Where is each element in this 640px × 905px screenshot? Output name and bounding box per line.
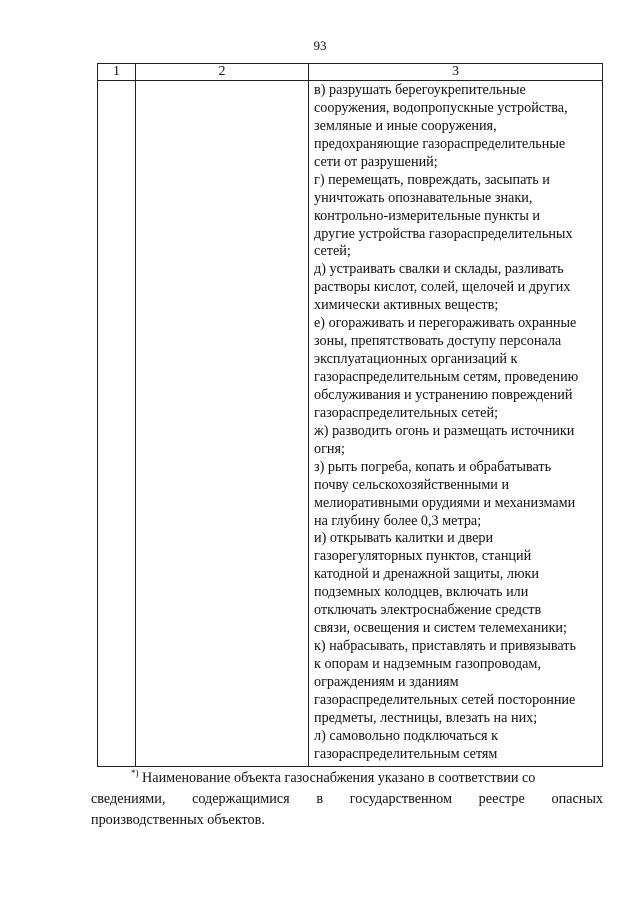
prohibitions-text: [309, 81, 602, 766]
footnote: [91, 763, 603, 831]
text-line: ограждениям и зданиям: [314, 673, 459, 690]
text-line: и) открывать калитки и двери: [314, 530, 494, 547]
text-line: газорегуляторных пунктов, станций: [314, 548, 532, 565]
table-row: [98, 81, 603, 767]
column-header-2: 2: [136, 64, 309, 81]
column-header-3: 3: [309, 64, 603, 81]
text-line: г) перемещать, повреждать, засыпать и: [314, 171, 550, 188]
text-line: сооружения, водопропускные устройства,: [314, 99, 568, 116]
text-line: ж) разводить огонь и размещать источники: [314, 422, 575, 439]
text-line: подземных колодцев, включать или: [314, 584, 529, 601]
footnote-line-2: [91, 789, 603, 810]
text-line: д) устраивать свалки и склады, разливать: [314, 261, 564, 278]
text-line: катодной и дренажной защиты, люки: [314, 566, 540, 583]
footnote-word: сведениями,: [91, 791, 166, 807]
requirements-table: [97, 63, 603, 767]
column-header-1: 1: [98, 64, 136, 81]
text-line: з) рыть погреба, копать и обрабатывать: [314, 458, 552, 475]
text-line: связи, освещения и систем телемеханики;: [314, 620, 567, 637]
footnote-word: в: [316, 791, 324, 807]
text-line: е) огораживать и перегораживать охранные: [314, 315, 577, 332]
text-line: на глубину более 0,3 метра;: [314, 512, 482, 529]
text-line: в) разрушать берегоукрепительные: [314, 82, 526, 98]
text-line: зоны, препятствовать доступу персонала: [314, 333, 562, 350]
text-line: к опорам и надземным газопроводам,: [314, 656, 541, 672]
footnote-line-3: производственных объектов.: [91, 812, 265, 828]
text-line: другие устройства газораспределительных: [314, 225, 573, 242]
footnote-word: государственном: [349, 791, 452, 807]
table-cell-col3: [309, 81, 603, 767]
text-line: растворы кислот, солей, щелочей и других: [314, 279, 571, 296]
footnote-word: реестре: [478, 791, 525, 807]
text-line: газораспределительных сетей;: [314, 404, 499, 421]
text-line: эксплуатационных организаций к: [314, 351, 518, 368]
text-line: газораспределительным сетям: [314, 745, 498, 762]
text-line: предметы, лестницы, влезать на них;: [314, 709, 538, 726]
table-cell-col1: [98, 81, 136, 767]
text-line: почву сельскохозяйственными и: [314, 476, 510, 493]
footnote-word: опасных: [551, 791, 603, 807]
text-line: отключать электроснабжение средств: [314, 602, 542, 619]
page-number: 93: [313, 38, 327, 53]
footnote-line-1-text: Наименование объекта газоснабжения указано в соответствии со: [142, 770, 536, 786]
table-header-row: [98, 64, 603, 81]
text-line: сети от разрушений;: [314, 153, 438, 170]
text-line: обслуживания и устранению повреждений: [314, 386, 573, 403]
text-line: газораспределительных сетей посторонние: [314, 691, 576, 708]
text-line: к) набрасывать, приставлять и привязывать: [314, 638, 576, 655]
text-line: уничтожать опознавательные знаки,: [314, 189, 533, 206]
text-line: земляные и иные сооружения,: [314, 117, 497, 134]
footnote-mark: *): [131, 768, 139, 778]
text-line: контрольно-измерительные пункты и: [314, 207, 541, 224]
text-line: газораспределительным сетям, проведению: [314, 369, 579, 385]
text-line: сетей;: [314, 243, 351, 260]
text-line: мелиоративными орудиями и механизмами: [314, 494, 576, 511]
text-line: химически активных веществ;: [314, 297, 499, 314]
table-cell-col2: [136, 81, 309, 767]
text-line: л) самовольно подключаться к: [314, 727, 499, 744]
footnote-line-1: [91, 763, 603, 789]
footnote-word: содержащимися: [192, 791, 290, 807]
text-line: предохраняющие газораспределительные: [314, 135, 566, 152]
text-line: огня;: [314, 440, 345, 457]
